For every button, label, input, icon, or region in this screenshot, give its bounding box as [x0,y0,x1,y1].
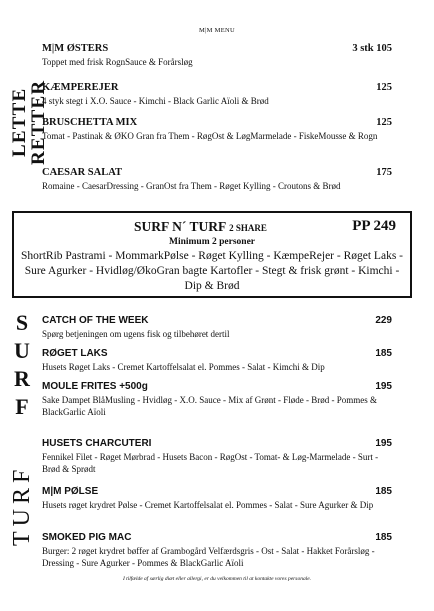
item-price: 175 [376,167,392,178]
menu-item-mm-poelse [42,485,392,511]
item-name: MOULE FRITES +500g [42,381,148,392]
item-price: 185 [375,486,392,497]
item-name: BRUSCHETTA MIX [42,117,138,128]
item-name: CATCH OF THE WEEK [42,315,149,326]
item-description: Burger: 2 røget krydret bøffer af Grambogård Velfærdsgris - Ost - Salat - Hakket Forårsløg - Dressing - Sure Agurker - Pommes & BlackGarlic Aïoli [42,546,375,568]
menu-item-kaemperejer [42,81,392,107]
surf-n-turf-description: ShortRib Pastrami - MommarkPølse - Røget Kylling - KæmpeRejer - Røget Laks - Sure Agurker - Hvidløg/ØkoGran bagte Kartofler - Stegt & frisk grønt - Kimchi - Dip & Brød [20,250,403,292]
item-description: Spørg betjeningen om ugens fisk og tilbehøret dertil [42,329,230,339]
menu-item-oesters [42,42,392,68]
menu-item-catch-of-the-week [42,314,392,340]
section-label-surf [10,312,34,424]
surf-n-turf-share: 2 SHARE [229,223,267,233]
item-name: RØGET LAKS [42,348,108,359]
item-price: 195 [375,381,392,392]
section-label-lette-retter: LETTE RETTER [9,79,49,165]
menu-item-husets-charcuteri [42,437,392,475]
surf-n-turf-title [134,219,267,235]
item-name: M|M ØSTERS [42,43,109,54]
surf-n-turf-name: SURF N´ TURF [134,219,226,234]
surf-n-turf-price: PP 249 [352,218,396,234]
item-description: Romaine - CaesarDressing - GranOst fra Them - Røget Kylling - Croutons & Brød [42,181,341,191]
menu-item-caesar-salat [42,166,392,192]
allergy-footnote: I tilfælde af særlig diæt eller allergi, er du velkommen til at kontakte vores personale. [122,576,312,582]
item-name: CAESAR SALAT [42,167,123,178]
item-name: M|M PØLSE [42,486,99,497]
menu-item-smoked-pig-mac [42,531,392,569]
section-label-turf: TURF [9,464,35,546]
item-description: Husets røget krydret Pølse - Cremet Kartoffelsalat el. Pommes - Salat - Sure Agurker & Dip [42,500,374,510]
surf-letter-s: S [15,310,29,335]
item-price: 195 [375,438,392,449]
item-price: 185 [375,348,392,359]
menu-item-roeget-laks [42,347,392,373]
surf-letter-f: F [15,394,29,419]
item-name: KÆMPEREJER [42,82,119,93]
item-price: 125 [376,82,392,93]
item-price: 3 stk 105 [352,43,392,54]
item-description: Husets Røget Laks - Cremet Kartoffelsalat el. Pommes - Salat - Kimchi & Dip [42,362,325,372]
item-price: 125 [376,117,392,128]
item-description: Sake Dampet BlåMusling - Hvidløg - X.O. Sauce - Mix af Grønt - Fløde - Brød - Pommes & BlackGarlic Aïoli [42,395,377,417]
surf-n-turf-minimum: Minimum 2 personer [168,237,256,247]
surf-letter-r: R [14,366,30,391]
item-name: SMOKED PIG MAC [42,532,132,543]
page-title: M|M MENU [198,27,236,34]
item-description: Tomat - Pastinak & ØKO Gran fra Them - RøgOst & LøgMarmelade - FiskeMousse & Rogn [42,131,378,141]
item-description: Fennikel Filet - Røget Mørbrad - Husets Bacon - RøgOst - Tomat- & Løg-Marmelade - Surt - Brød & Sprødt [42,452,379,474]
item-description: Toppet med frisk RognSauce & Forårsløg [42,57,193,67]
menu-item-moule-frites [42,380,392,418]
item-price: 229 [375,315,392,326]
item-name: HUSETS CHARCUTERI [42,438,152,449]
item-description: 4 styk stegt i X.O. Sauce - Kimchi - Black Garlic Aïoli & Brød [42,96,269,106]
menu-item-bruschetta [42,116,392,142]
item-price: 185 [375,532,392,543]
surf-n-turf-box [12,211,412,298]
surf-letter-u: U [14,338,30,363]
